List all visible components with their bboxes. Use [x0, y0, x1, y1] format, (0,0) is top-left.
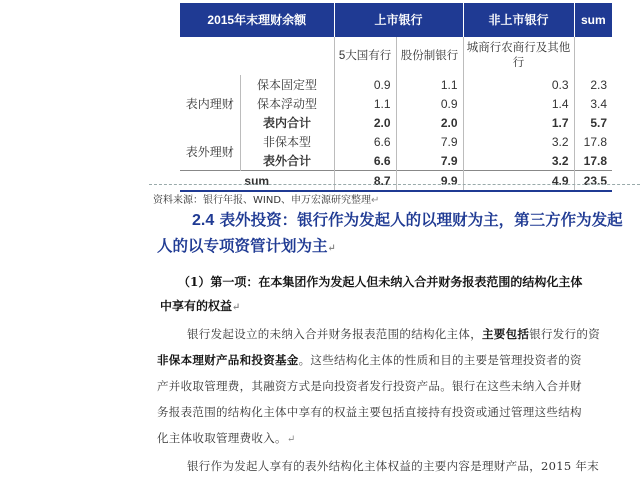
header-unlisted-banks: 非上市银行: [463, 3, 574, 37]
cell-value: 1.4: [463, 94, 574, 113]
source-text: 资料来源：银行年报、WIND、申万宏源研究整理: [153, 195, 372, 206]
body-paragraph-2: [157, 453, 599, 479]
para-line: [157, 321, 600, 347]
cell-value: 17.8: [574, 151, 612, 171]
paragraph-mark: ↵: [327, 243, 336, 254]
row-label: 保本浮动型: [240, 94, 334, 113]
cell-value: 23.5: [574, 171, 612, 192]
section-divider: [149, 184, 640, 185]
group-label-off-balance: 表外理财: [185, 144, 234, 159]
table-row: [180, 113, 612, 132]
cell-value: 0.3: [463, 75, 574, 94]
table-sum-row: [180, 171, 612, 192]
heading-line-2: [157, 233, 640, 261]
paragraph-mark: ↵: [371, 195, 380, 206]
cell-value: 6.6: [334, 151, 396, 171]
para-emphasis: 主要包括: [482, 327, 530, 341]
subheader-empty: [574, 37, 612, 75]
cell-value: 0.9: [334, 75, 396, 94]
subheader-blank: [180, 37, 334, 75]
row-label: 保本固定型: [240, 75, 334, 94]
table-row: [180, 151, 612, 171]
cell-value: 4.9: [463, 171, 574, 192]
cell-value: 8.7: [334, 171, 396, 192]
para-line: [157, 347, 600, 373]
paragraph-mark: ↵: [232, 302, 241, 313]
subheader-city-rural: 城商行农商行及其他行: [463, 37, 574, 75]
balance-table-container: [180, 3, 612, 192]
subsection-line-1: （1）第一项：在本集团作为发起人但未纳入合并财务报表范围的结构化主体: [178, 275, 583, 289]
table-header-row: [180, 3, 612, 37]
para-line: 务报表范围的结构化主体中享有的权益主要包括直接持有投资或通过管理这些结构: [157, 405, 582, 419]
header-listed-banks: 上市银行: [334, 3, 463, 37]
cell-value: 1.1: [334, 94, 396, 113]
cell-value: 7.9: [396, 151, 463, 171]
header-corner: 2015年末理财余额: [180, 3, 334, 37]
cell-value: 3.2: [463, 132, 574, 151]
row-label: 非保本型: [240, 132, 334, 151]
section-number: 2.4: [192, 212, 215, 229]
subheader-big-five: 5大国有行: [334, 37, 396, 75]
para-text: 化主体收取管理费收入。: [157, 431, 287, 445]
heading-line-1: [157, 207, 640, 233]
subheader-joint-stock: 股份制银行: [396, 37, 463, 75]
cell-value: 3.2: [463, 151, 574, 171]
cell-value: 9.9: [396, 171, 463, 192]
section-heading: [157, 207, 640, 261]
cell-value: 2.3: [574, 75, 612, 94]
subsection-heading: [160, 270, 583, 320]
source-note: [153, 191, 379, 206]
para-line: [157, 425, 600, 453]
cell-value: 17.8: [574, 132, 612, 151]
wealth-balance-table: [180, 3, 612, 192]
subsection-text-2: 中享有的权益: [160, 299, 233, 313]
paragraph-mark: ↵: [286, 434, 296, 445]
cell-value: 1.1: [396, 75, 463, 94]
row-label: 表外合计: [240, 151, 334, 171]
para-text: 。这些结构化主体的性质和目的主要是管理投资者的资: [298, 353, 582, 367]
cell-value: 1.7: [463, 113, 574, 132]
cell-value: 7.9: [396, 132, 463, 151]
body-paragraph-1: [157, 321, 600, 453]
cell-value: 2.0: [396, 113, 463, 132]
header-sum: sum: [574, 3, 612, 37]
cell-value: 2.0: [334, 113, 396, 132]
cell-value: 0.9: [396, 94, 463, 113]
cell-value: 3.4: [574, 94, 612, 113]
heading-title-2: 人的以专项资管计划为主: [157, 236, 328, 255]
row-label: 表内合计: [240, 113, 334, 132]
cell-value: 6.6: [334, 132, 396, 151]
group-label-on-balance: 表内理财: [185, 97, 234, 111]
heading-title-1: 表外投资：银行作为发起人的以理财为主，第三方作为发起: [219, 210, 623, 229]
table-row: [180, 132, 612, 151]
subsection-line-2: [160, 294, 582, 320]
para-text: 银行发行的资: [529, 327, 601, 341]
para-emphasis: 非保本理财产品和投资基金: [157, 353, 299, 367]
table-subheader-row: [180, 37, 612, 75]
cell-value: 5.7: [574, 113, 612, 132]
sum-row-label: sum: [180, 171, 334, 192]
table-row: [180, 94, 612, 113]
para-line: 银行作为发起人享有的表外结构化主体权益的主要内容是理财产品，2015 年末: [187, 459, 600, 473]
para-line: 产并收取管理费，其融资方式是向投资者发行投资产品。银行在这些未纳入合并财: [157, 379, 582, 393]
table-row: [180, 75, 612, 94]
para-text: 银行发起设立的未纳入合并财务报表范围的结构化主体，: [187, 327, 482, 341]
